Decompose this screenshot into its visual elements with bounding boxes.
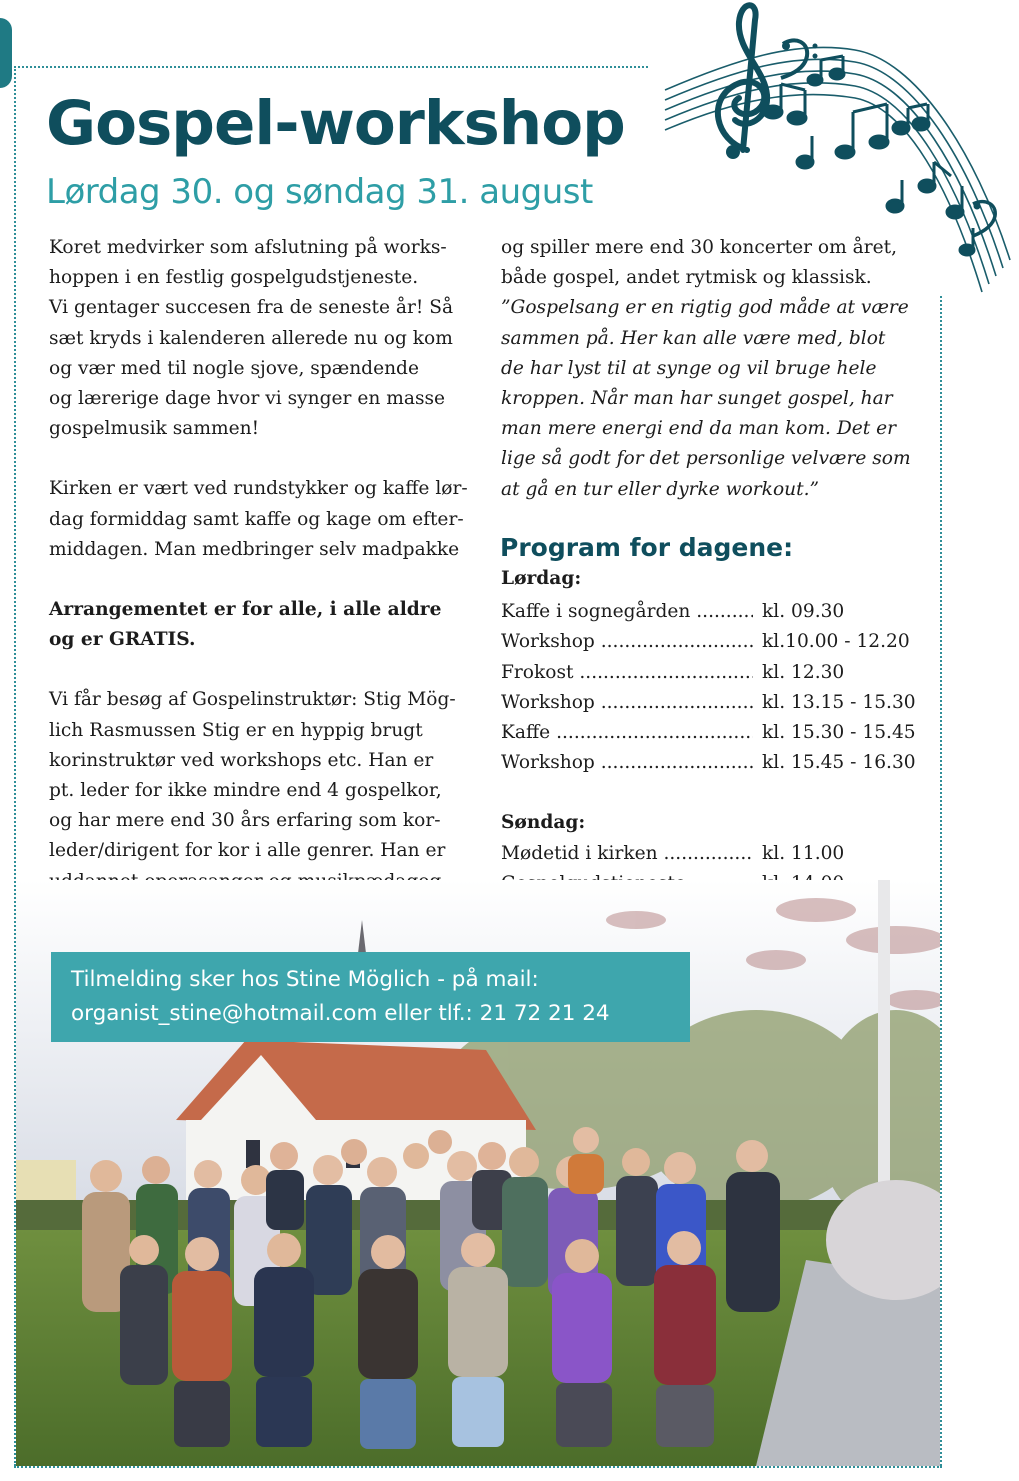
schedule-activity: Kaffe i sognegården ..... [501, 597, 753, 627]
free-event-line: og er GRATIS. [49, 629, 196, 651]
instructor-line: pt. leder for ikke mindre end 4 gospelkor, [49, 780, 442, 802]
program-heading: Program for dagene: [500, 533, 794, 562]
instructor-line: korinstruktør ved workshops etc. Han er [49, 749, 434, 771]
intro-line: sæt kryds i kalenderen allerede nu og kom [49, 327, 453, 349]
schedule-activity: Mødetid i kirken ..... [501, 839, 753, 869]
concert-line: både gospel, andet rytmisk og klassisk. [501, 267, 872, 289]
schedule-time: kl.10.00 - 12.20 [762, 631, 910, 653]
frame-border-top [14, 66, 648, 68]
schedule-row [501, 748, 931, 778]
intro-line: og vær med til nogle sjove, spændende [49, 357, 419, 379]
concert-line: og spiller mere end 30 koncerter om året, [501, 237, 898, 258]
intro-line: Koret medvirker som afslutning på works- [49, 237, 447, 258]
schedule-time: kl. 09.30 [762, 601, 845, 622]
quote-line: lige så godt for det personlige velvære som [501, 448, 911, 470]
schedule-activity: Workshop ..... [501, 748, 753, 778]
schedule-row [501, 658, 931, 688]
saturday-label: Lørdag: [501, 568, 582, 589]
refreshments-line: middagen. Man medbringer selv madpakke [49, 538, 460, 560]
page-title: Gospel-workshop [46, 88, 625, 159]
schedule-row [501, 627, 931, 657]
instructor-line: og har mere end 30 års erfaring som kor- [49, 810, 441, 832]
schedule-time: kl. 11.00 [762, 843, 845, 864]
frame-border-bottom [14, 1466, 942, 1468]
quote-line: sammen på. Her kan alle være med, blot [501, 327, 886, 349]
schedule-row [501, 718, 931, 748]
right-text-column [501, 233, 921, 505]
schedule-time: kl. 13.15 - 15.30 [762, 691, 916, 713]
instructor-line: Vi får besøg af Gospelinstruktør: Stig Mög- [49, 689, 456, 711]
registration-contact: organist_stine@hotmail.com eller tlf.: 21 72 21 24 [71, 1001, 610, 1026]
free-event-line: Arrangementet er for alle, i alle aldre [49, 599, 442, 621]
intro-line: Vi gentager succesen fra de seneste år! Så [49, 297, 454, 319]
intro-line: gospelmusik sammen! [49, 418, 260, 440]
frame-border-right [940, 296, 942, 1466]
left-text-column [49, 233, 475, 897]
instructor-line: leder/dirigent for kor i alle genrer. Han er [49, 840, 446, 862]
schedule-activity: Workshop ..... [501, 627, 753, 657]
registration-line: Tilmelding sker hos Stine Möglich - på mail: [71, 967, 539, 992]
schedule-activity: Kaffe ..... [501, 718, 753, 748]
registration-banner [51, 952, 690, 1042]
quote-line: man mere energi end da man kom. Det er [501, 418, 897, 440]
page-subtitle: Lørdag 30. og søndag 31. august [46, 172, 593, 212]
schedule-activity: Frokost ..... [501, 658, 753, 688]
left-edge-tab [0, 18, 12, 88]
sunday-label: Søndag: [501, 812, 586, 833]
schedule-row [501, 688, 931, 718]
refreshments-line: dag formiddag samt kaffe og kage om efter- [49, 508, 464, 530]
schedule-time: kl. 15.30 - 15.45 [762, 722, 916, 744]
quote-line: kroppen. Når man har sunget gospel, har [501, 388, 893, 410]
saturday-schedule [501, 597, 931, 779]
schedule-row [501, 839, 931, 869]
quote-line: ”Gospelsang er en rigtig god måde at være [501, 297, 909, 319]
intro-line: og lærerige dage hvor vi synger en masse [49, 388, 446, 410]
schedule-activity: Workshop ..... [501, 688, 753, 718]
schedule-row [501, 597, 931, 627]
intro-line: hoppen i en festlig gospelgudstjeneste. [49, 267, 419, 289]
refreshments-line: Kirken er vært ved rundstykker og kaffe lør- [49, 478, 468, 500]
quote-line: at gå en tur eller dyrke workout.” [501, 478, 820, 500]
instructor-line: lich Rasmussen Stig er en hyppig brugt [49, 719, 423, 741]
schedule-time: kl. 12.30 [762, 661, 845, 683]
schedule-time: kl. 15.45 - 16.30 [762, 752, 916, 774]
quote-line: de har lyst til at synge og vil bruge hele [501, 357, 877, 379]
